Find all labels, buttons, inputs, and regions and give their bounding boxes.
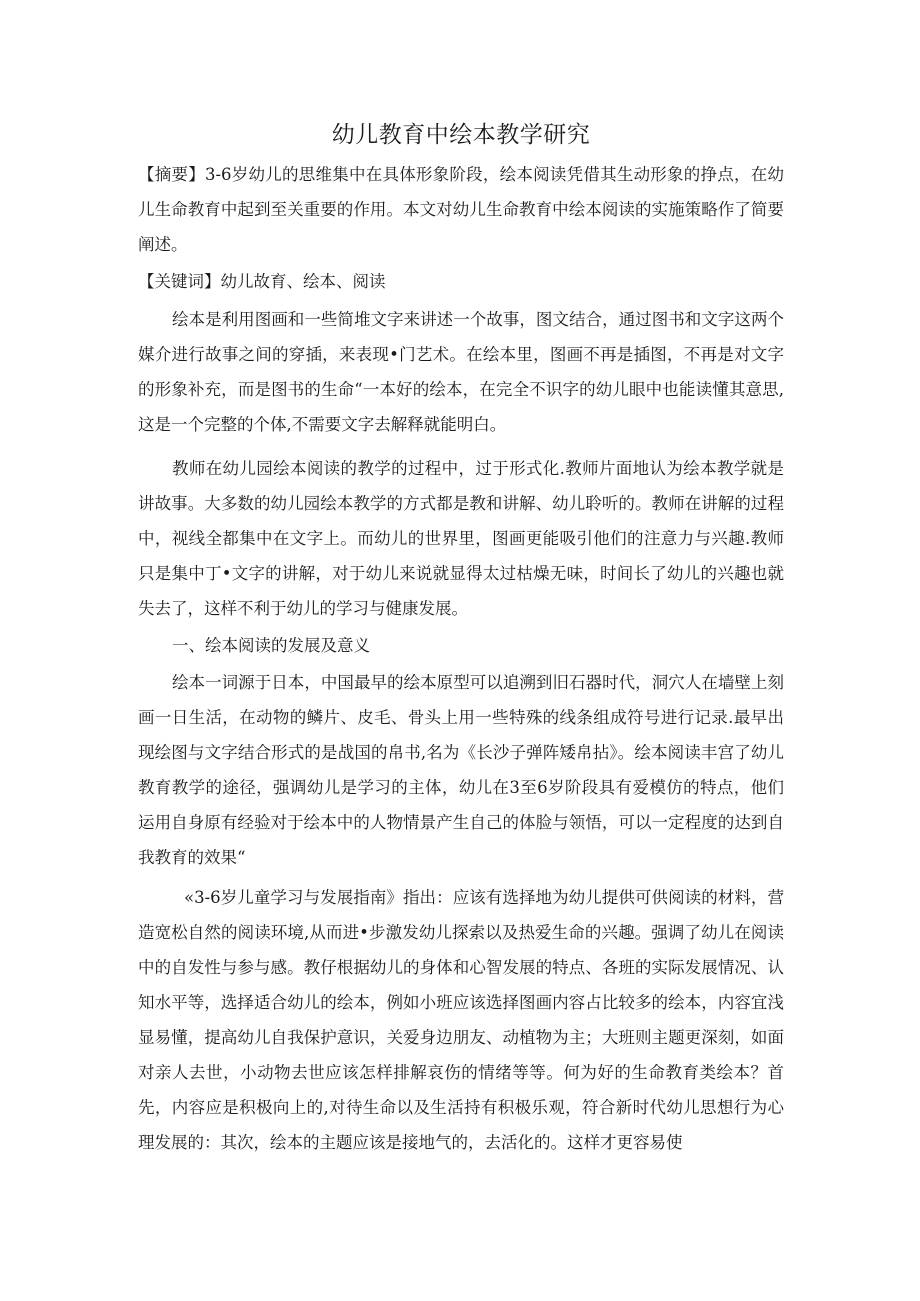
document-title: 幼儿教育中绘本教学研究 bbox=[331, 122, 591, 148]
body-paragraph-1: 绘本是利用图画和一些简堆文字来讲述一个故事，图文结合，通过图书和文字这两个媒介进行故事之间的穿插，来表现•门艺术。在绘本里，图画不再是插图，不再是对文字的形象补充，而是图书的生命“一本好的绘本，在完全不识字的幼儿眼中也能读懂其意思,这是一个完整的个体,不需要文字去解释就能明白。 bbox=[138, 310, 784, 434]
section-paragraph-2: «3-6岁儿童学习与发展指南》指出：应该有选择地为幼儿提供可供阅读的材料，营造宽松自然的阅读环境,从而进•步激发幼儿探索以及热爱生命的兴趣。强调了幼儿在阅读中的自发性与参与感。教仔根据幼儿的身体和心智发展的特点、各班的实际发展情况、认知水平等，选择适合幼儿的绘本，例如小班应该选择图画内容占比较多的绘本，内容宜浅显易懂，提高幼儿自我保护意识，关爱身边朋友、动植物为主；大班则主题更深刻，如面对亲人去世，小动物去世应该怎样排解哀伤的情绪等等。何为好的生命教育类绘本？首先，内容应是积极向上的,对待生命以及生活持有积极乐观，符合新时代幼儿思想行为心理发展的：其次，绘本的主题应该是接地气的，去活化的。这样才更容易使 bbox=[138, 888, 784, 1152]
section-heading: 一、绘本阅读的发展及意义 bbox=[172, 636, 370, 655]
body-paragraph-2: 教师在幼儿园绘本阅读的教学的过程中，过于形式化.教师片面地认为绘本教学就是讲故事。大多数的幼儿园绘本教学的方式都是教和讲解、幼儿聆听的。教师在讲解的过程中，视线全都集中在文字上。而幼儿的世界里，图画更能吸引他们的注意力与兴趣.教师只是集中丁•文字的讲解，对于幼儿来说就显得太过枯燥无味，时间长了幼儿的兴趣也就失去了，这样不利于幼儿的学习与健康发展。 bbox=[138, 459, 784, 618]
section-paragraph-1: 绘本一词源于日本，中国最早的绘本原型可以追溯到旧石器时代，洞穴人在墙壁上刻画一日生活，在动物的鳞片、皮毛、骨头上用一些特殊的线条组成符号进行记录.最早出现绘图与文字结合形式的是战国的帛书,名为《长沙子弹阵矮帛拈》。绘本阅读丰宫了幼儿教育教学的途径，强调幼儿是学习的主体，幼儿在3至6岁阶段具有爱模仿的特点，他们运用自身原有经验对于绘本中的人物情景产生自己的体脸与领悟，可以一定程度的达到自我教育的效果“ bbox=[138, 673, 784, 867]
abstract-paragraph: 【摘要】3-6岁幼儿的思维集中在具体形象阶段，绘本阅读凭借其生动形象的挣点，在幼儿生命教育中起到至关重要的作用。本文对幼儿生命教育中绘本阅读的实施策略作了简要阐述。 bbox=[138, 165, 784, 254]
keywords-line: 【关键词】幼儿故育、绘本、阅读 bbox=[138, 272, 386, 291]
